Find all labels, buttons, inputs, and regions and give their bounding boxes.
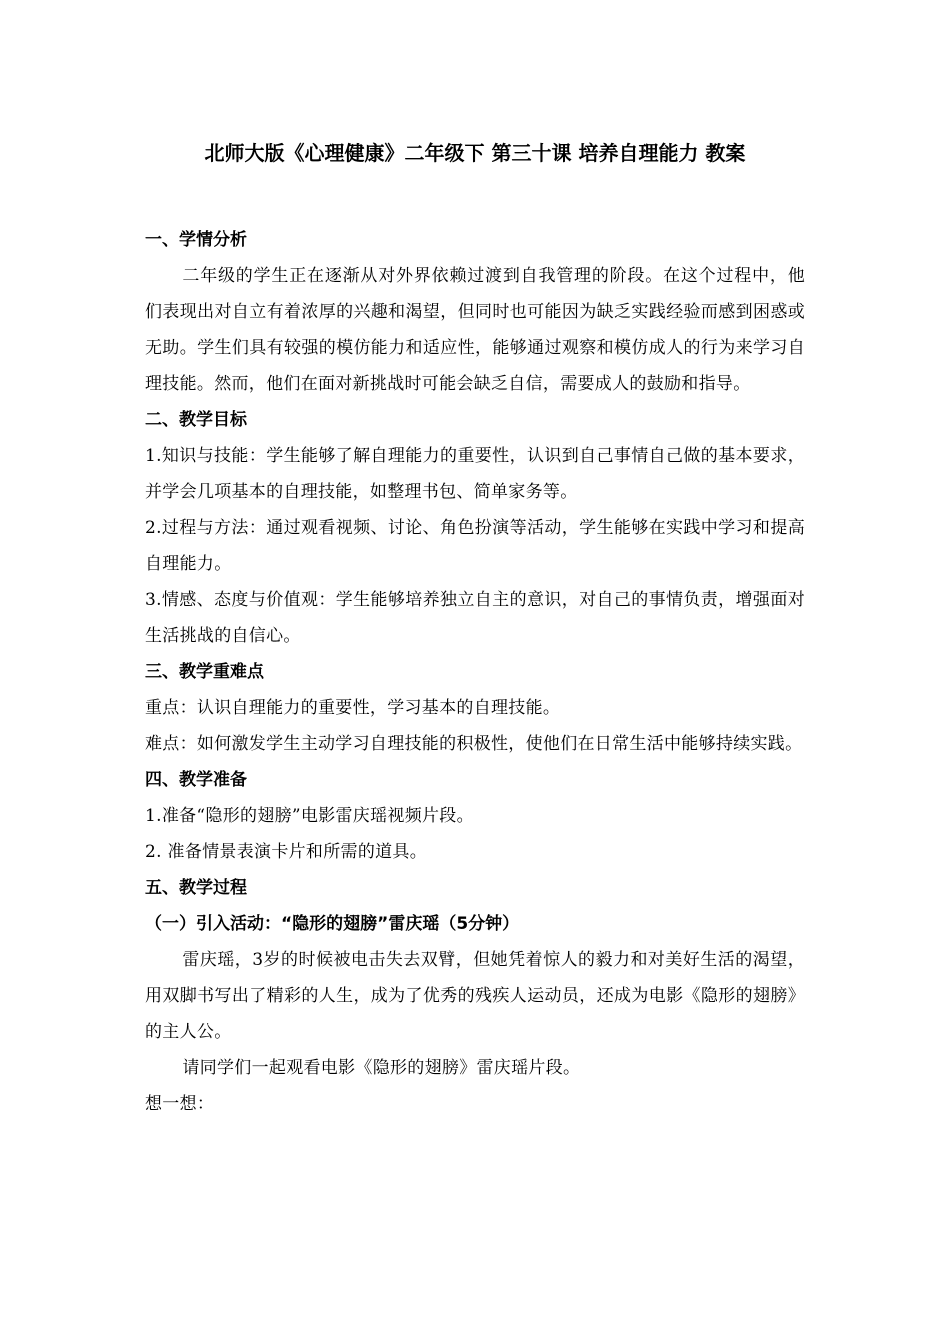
think-prompt: 想一想： [145,1094,215,1114]
section-heading-goals: 二、教学目标 [145,410,247,430]
section-heading-process: 五、教学过程 [145,878,247,898]
section-preparation [145,762,805,870]
section-process [145,870,805,1122]
section-key-points [145,654,805,762]
key-point: 重点：认识自理能力的重要性，学习基本的自理技能。 [145,698,561,718]
section-heading-preparation: 四、教学准备 [145,770,247,790]
preparation-item-1: 1.准备“隐形的翅膀”电影雷庆瑶视频片段。 [145,806,474,826]
section-heading-key-points: 三、教学重难点 [145,662,264,682]
process-paragraph-1: 雷庆瑶，3岁的时候被电击失去双臂，但她凭着惊人的毅力和对美好生活的渴望，用双脚书写出了精彩的人生，成为了优秀的残疾人运动员，还成为电影《隐形的翅膀》的主人公。 [145,950,805,1042]
section-analysis [145,222,805,402]
section-heading-analysis: 一、学情分析 [145,230,247,250]
goal-item-2: 2.过程与方法：通过观看视频、讨论、角色扮演等活动，学生能够在实践中学习和提高自理能力。 [145,518,805,574]
preparation-item-2: 2. 准备情景表演卡片和所需的道具。 [145,842,428,862]
document-title: 北师大版《心理健康》二年级下 第三十课 培养自理能力 教案 [204,141,746,165]
difficult-point: 难点：如何激发学生主动学习自理技能的积极性，使他们在日常生活中能够持续实践。 [145,734,803,754]
document-body [145,222,805,1122]
goal-item-3: 3.情感、态度与价值观：学生能够培养独立自主的意识，对自己的事情负责，增强面对生活挑战的自信心。 [145,590,805,646]
section-goals [145,402,805,654]
process-step-1-title: （一）引入活动：“隐形的翅膀”雷庆瑶（5分钟） [145,914,520,934]
goal-item-1: 1.知识与技能：学生能够了解自理能力的重要性，认识到自己事情自己做的基本要求，并学会几项基本的自理技能，如整理书包、简单家务等。 [145,446,805,502]
analysis-paragraph: 二年级的学生正在逐渐从对外界依赖过渡到自我管理的阶段。在这个过程中，他们表现出对自立有着浓厚的兴趣和渴望，但同时也可能因为缺乏实践经验而感到困惑或无助。学生们具有较强的模仿能力和适应性，能够通过观察和模仿成人的行为来学习自理技能。然而，他们在面对新挑战时可能会缺乏自信，需要成人的鼓励和指导。 [145,266,805,394]
process-paragraph-2: 请同学们一起观看电影《隐形的翅膀》雷庆瑶片段。 [182,1058,581,1078]
